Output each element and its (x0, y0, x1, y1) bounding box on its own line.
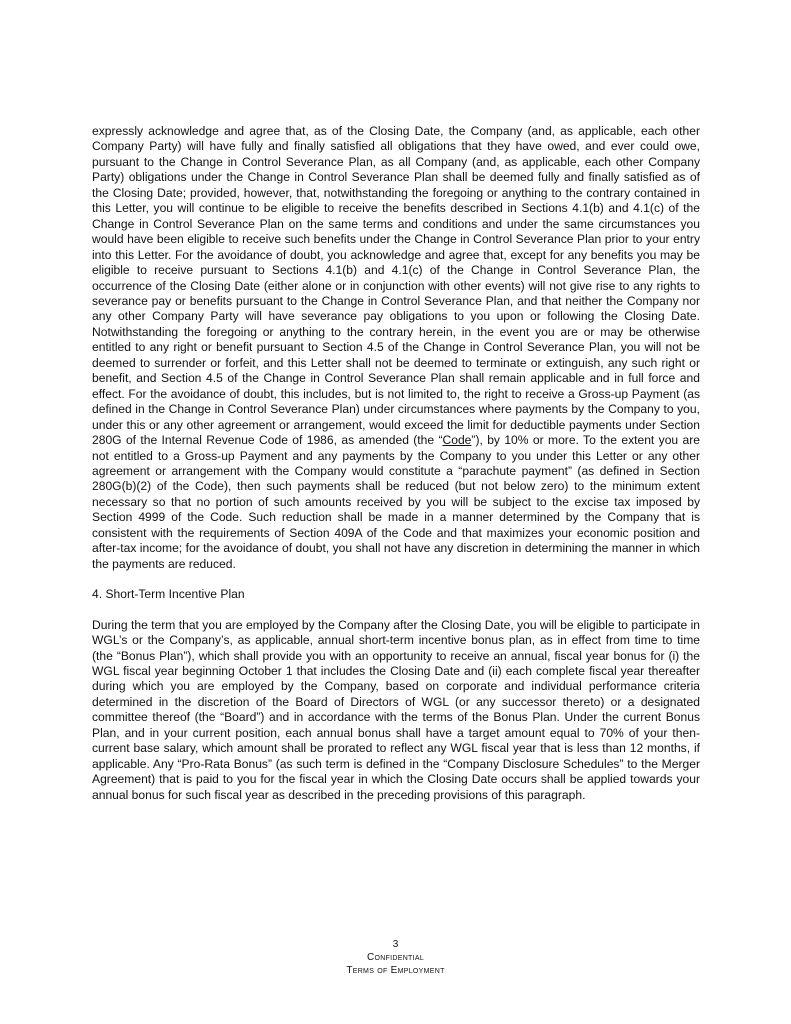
paragraph-text: expressly acknowledge and agree that, as of the Closing Date, the Company (and, as applicable, each other Company Party) will have fully and finally satisfied all obligations that they have owed, and ever could owe, pursuant to the Change in Control Severance Plan, as all Company (and, as applicable, each other Company Party) obligations under the Change in Control Severance Plan shall be deemed fully and finally satisfied as of the Closing Date; provided, however, that, notwithstanding the foregoing or anything to the contrary contained in this Letter, you will continue to be eligible to receive the benefits described in Sections 4.1(b) and 4.1(c) of the Change in Control Severance Plan on the same terms and conditions and under the same circumstances you would have been eligible to receive such benefits under the Change in Control Severance Plan prior to your entry into this Letter. For the avoidance of doubt, you acknowledge and agree that, except for any benefits you may be eligible to receive pursuant to Sections 4.1(b) and 4.1(c) of the Change in Control Severance Plan, the occurrence of the Closing Date (either alone or in conjunction with other events) will not give rise to any rights to severance pay or benefits pursuant to the Change in Control Severance Plan, and that neither the Company nor any other Company Party will have severance pay obligations to you upon or following the Closing Date. Notwithstanding the foregoing or anything to the contrary herein, in the event you are or may be otherwise entitled to any right or benefit pursuant to Section 4.5 of the Change in Control Severance Plan, you will not be deemed to surrender or forfeit, and this Letter shall not be deemed to terminate or extinguish, any such right or benefit, and Section 4.5 of the Change in Control Severance Plan shall remain applicable and in full force and effect. For the avoidance of doubt, this includes, but is not limited to, the right to receive a Gross-up Payment (as defined in the Change in Control Severance Plan) under circumstances where payments by the Company to you, under this or any other agreement or arrangement, would exceed the limit for deductible payments under Section 280G of the Internal Revenue Code of 1986, as amended (the “ (92, 124, 700, 448)
page-number: 3 (392, 939, 399, 950)
page-footer (0, 938, 791, 977)
paragraph-text-continued: ”), by 10% or more. To the extent you are not entitled to a Gross-up Payment and any payments by the Company to you under this Letter or any other agreement or arrangement with the Company would constitute a “parachute payment” (as defined in Section 280G(b)(2) of the Code), then such payments shall be reduced (but not below zero) to the minimum extent necessary so that no portion of such amounts received by you will be subject to the excise tax imposed by Section 4999 of the Code. Such reduction shall be made in a manner determined by the Company that is consistent with the requirements of Section 409A of the Code and that maximizes your economic position and after-tax income; for the avoidance of doubt, you shall not have any discretion in determining the manner in which the payments are reduced. (92, 433, 700, 571)
footer-terms-of-employment: Terms of Employment (346, 965, 445, 976)
document-body (92, 124, 700, 803)
section-4-heading: 4. Short-Term Incentive Plan (92, 587, 245, 602)
code-defined-term: Code (442, 433, 472, 448)
footer-confidential: Confidential (366, 952, 425, 963)
section-3-paragraph (92, 124, 700, 572)
section-4-paragraph: During the term that you are employed by the Company after the Closing Date, you will be eligible to participate in WGL’s or the Company’s, as applicable, annual short-term incentive bonus plan, as in effect from time to time (the “Bonus Plan”), which shall provide you with an opportunity to receive an annual, fiscal year bonus for (i) the WGL fiscal year beginning October 1 that includes the Closing Date and (ii) each complete fiscal year thereafter during which you are employed by the Company, based on corporate and individual performance criteria determined in the discretion of the Board of Directors of WGL (or any successor thereto) or a designated committee thereof (the “Board”) and in accordance with the terms of the Bonus Plan. Under the current Bonus Plan, and in your current position, each annual bonus shall have a target amount equal to 70% of your then-current base salary, which amount shall be prorated to reflect any WGL fiscal year that is less than 12 months, if applicable. Any “Pro-Rata Bonus” (as such term is defined in the “Company Disclosure Schedules” to the Merger Agreement) that is paid to you for the fiscal year in which the Closing Date occurs shall be applied towards your annual bonus for such fiscal year as described in the preceding provisions of this paragraph. (92, 617, 700, 802)
